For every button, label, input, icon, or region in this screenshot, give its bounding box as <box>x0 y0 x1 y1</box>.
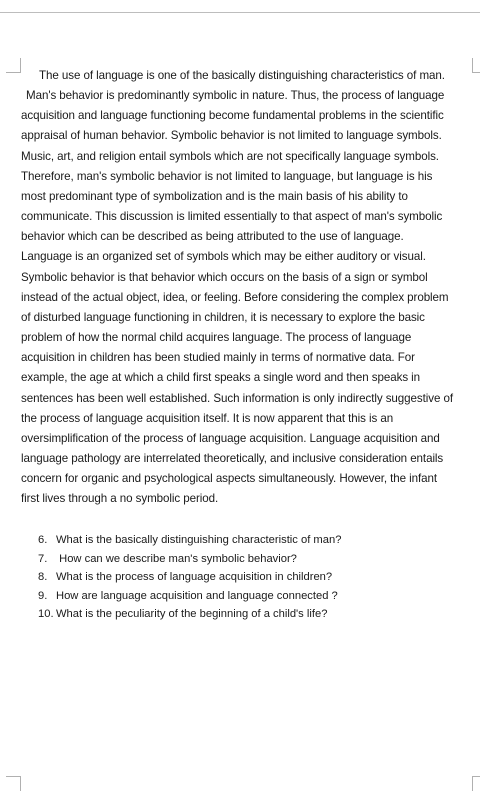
passage-line: Man's behavior is predominantly symbolic in nature. Thus, the process of language <box>26 89 445 103</box>
question-item <box>38 550 341 569</box>
passage-line: Music, art, and religion entail symbols which are not specifically language symbols. <box>21 149 439 163</box>
passage-line: Symbolic behavior is that behavior which occurs on the basis of a sign or symbol <box>21 270 428 284</box>
top-divider <box>0 12 480 13</box>
passage-line: language pathology are interrelated theoretically, and inclusive consideration entails <box>21 451 444 465</box>
passage-line: appraisal of human behavior. Symbolic behavior is not limited to language symbols. <box>21 129 442 143</box>
passage-line: first lives through a no symbolic period. <box>21 492 219 506</box>
question-text: What is the basically distinguishing characteristic of man? <box>56 534 342 546</box>
passage-line: communicate. This discussion is limited essentially to that aspect of man's symbolic <box>21 210 443 224</box>
passage-line: acquisition in children has been studied mainly in terms of normative data. For <box>21 351 415 365</box>
question-text: What is the peculiarity of the beginning of a child's life? <box>56 608 328 621</box>
question-text: What is the process of language acquisition in children? <box>56 571 333 584</box>
question-number: 8. <box>38 571 48 584</box>
page-corner-mark-top-left <box>6 58 21 73</box>
passage-line: oversimplification of the process of language acquisition. Language acquisition and <box>21 431 440 445</box>
page-corner-mark-bottom-left <box>6 776 21 791</box>
passage-line: example, the age at which a child first speaks a single word and then speaks in <box>21 371 421 385</box>
question-number: 10. <box>38 608 54 621</box>
question-text: How are language acquisition and language connected ? <box>56 589 338 602</box>
question-list <box>38 531 341 624</box>
passage-line: The use of language is one of the basically distinguishing characteristics of man. <box>39 69 445 82</box>
question-item <box>38 531 341 550</box>
passage-line: behavior which can be described as being attributed to the use of language. <box>21 230 404 244</box>
page-corner-mark-bottom-right <box>472 776 480 791</box>
passage-line: Therefore, man's symbolic behavior is not limited to language, but language is his <box>21 169 433 183</box>
passage-line: concern for organic and psychological aspects simultaneously. However, the infant <box>21 472 438 486</box>
passage-line: acquisition and language functioning become fundamental problems in the scientific <box>21 109 444 123</box>
passage-line: Language is an organized set of symbols which may be either auditory or visual. <box>21 250 426 264</box>
question-item <box>38 587 341 606</box>
question-text: How can we describe man's symbolic behavior? <box>56 552 297 565</box>
question-number: 7. <box>38 552 48 565</box>
reading-passage <box>21 66 477 509</box>
question-number: 6. <box>38 534 48 546</box>
passage-line: the process of language acquisition itself. It is now apparent that this is an <box>21 411 394 425</box>
question-item <box>38 568 341 587</box>
question-number: 9. <box>38 589 48 602</box>
passage-line: of disturbed language functioning in children, it is necessary to explore the basic <box>21 310 425 324</box>
question-item <box>38 605 341 624</box>
passage-line: instead of the actual object, idea, or feeling. Before considering the complex problem <box>21 290 449 304</box>
passage-line: problem of how the normal child acquires language. The process of language <box>21 331 412 345</box>
passage-line: most predominant type of symbolization and is the main basis of his ability to <box>21 189 408 203</box>
passage-line: sentences has been well established. Such information is only indirectly suggestive of <box>21 391 453 405</box>
